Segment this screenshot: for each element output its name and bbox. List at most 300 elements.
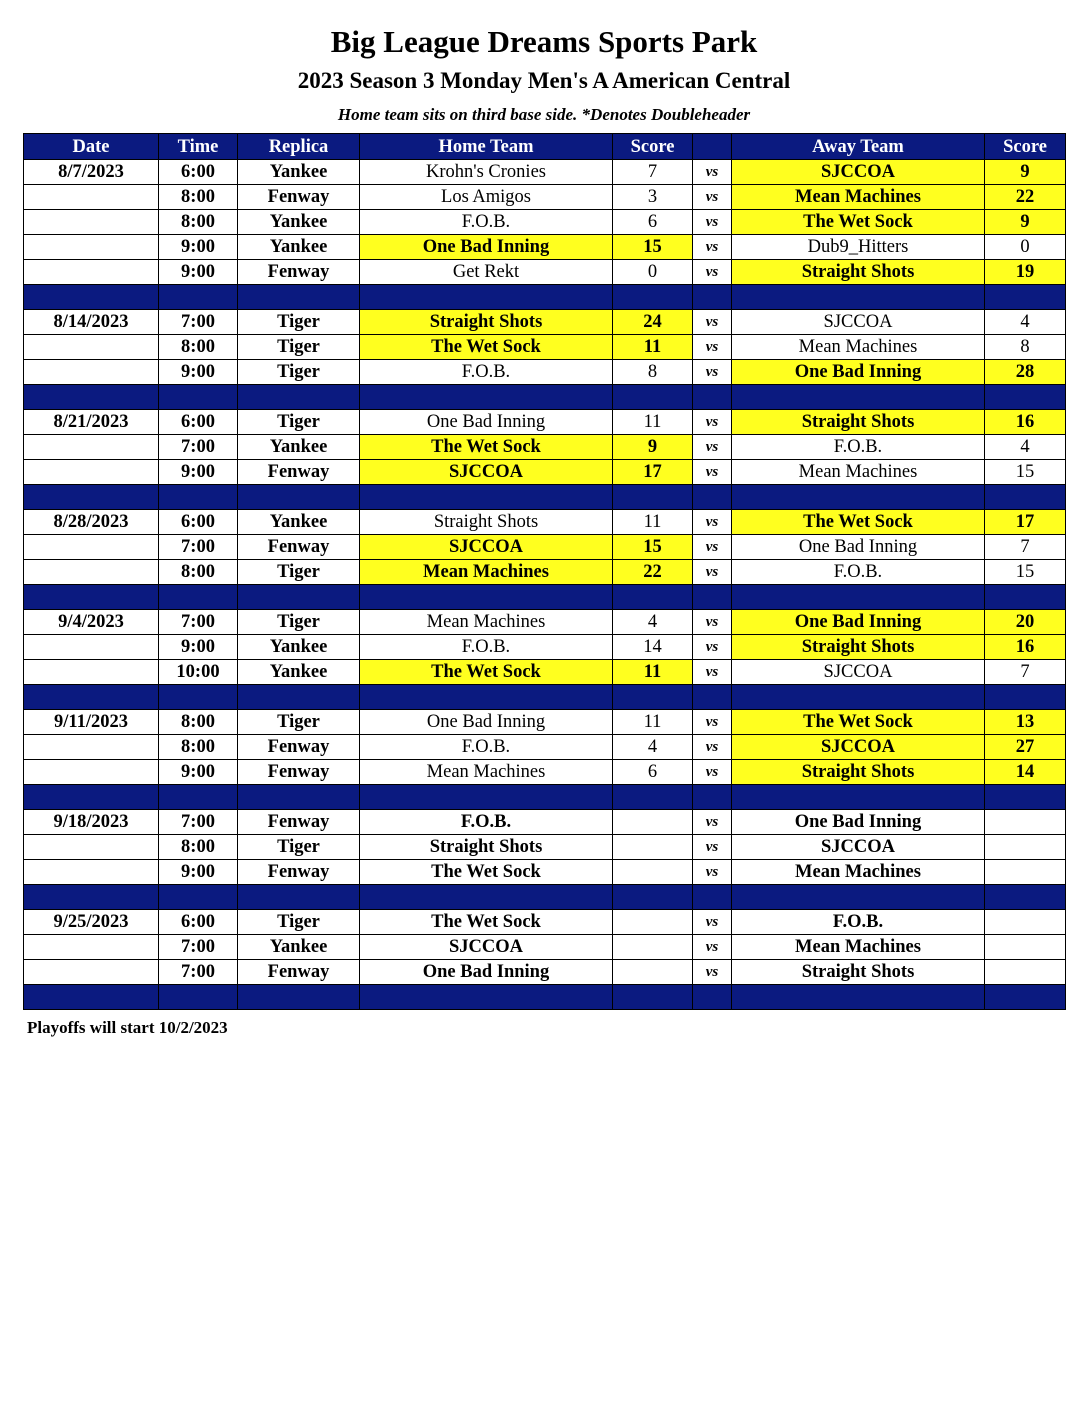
- replica-cell: Tiger: [238, 835, 360, 860]
- time-cell: 6:00: [159, 910, 238, 935]
- game-row: [24, 310, 1066, 335]
- time-cell: 8:00: [159, 335, 238, 360]
- vs-cell: vs: [693, 735, 732, 760]
- away-score-cell: [985, 860, 1066, 885]
- away-team-cell: One Bad Inning: [732, 535, 985, 560]
- home-score-cell: 14: [613, 635, 693, 660]
- home-team-cell: SJCCOA: [360, 535, 613, 560]
- vs-cell: vs: [693, 160, 732, 185]
- separator-cell: [693, 385, 732, 410]
- separator-cell: [24, 685, 159, 710]
- time-cell: 9:00: [159, 635, 238, 660]
- home-score-cell: 3: [613, 185, 693, 210]
- home-score-cell: [613, 935, 693, 960]
- date-cell: 9/4/2023: [24, 610, 159, 635]
- separator-cell: [24, 285, 159, 310]
- vs-cell: vs: [693, 510, 732, 535]
- separator-cell: [732, 785, 985, 810]
- home-score-cell: 17: [613, 460, 693, 485]
- time-cell: 7:00: [159, 310, 238, 335]
- separator-cell: [613, 985, 693, 1010]
- separator-cell: [693, 785, 732, 810]
- separator-cell: [732, 885, 985, 910]
- separator-cell: [613, 685, 693, 710]
- away-score-cell: [985, 935, 1066, 960]
- separator-cell: [693, 685, 732, 710]
- game-row: [24, 160, 1066, 185]
- separator-cell: [732, 685, 985, 710]
- document-title: Big League Dreams Sports Park: [330, 24, 758, 59]
- away-team-cell: Mean Machines: [732, 935, 985, 960]
- away-team-cell: One Bad Inning: [732, 610, 985, 635]
- away-score-cell: 20: [985, 610, 1066, 635]
- date-cell: 8/28/2023: [24, 510, 159, 535]
- home-team-cell: Mean Machines: [360, 760, 613, 785]
- game-row: [24, 735, 1066, 760]
- separator-cell: [24, 985, 159, 1010]
- date-cell: [24, 185, 159, 210]
- home-team-cell: Los Amigos: [360, 185, 613, 210]
- separator-cell: [238, 385, 360, 410]
- separator-cell: [985, 285, 1066, 310]
- time-cell: 8:00: [159, 560, 238, 585]
- separator-cell: [238, 685, 360, 710]
- date-cell: [24, 460, 159, 485]
- home-team-cell: Get Rekt: [360, 260, 613, 285]
- separator-cell: [360, 985, 613, 1010]
- time-cell: 9:00: [159, 460, 238, 485]
- home-score-cell: 11: [613, 510, 693, 535]
- home-score-cell: [613, 960, 693, 985]
- away-team-cell: F.O.B.: [732, 910, 985, 935]
- time-cell: 8:00: [159, 185, 238, 210]
- separator-cell: [24, 385, 159, 410]
- home-score-cell: [613, 910, 693, 935]
- away-team-cell: SJCCOA: [732, 160, 985, 185]
- vs-cell: vs: [693, 310, 732, 335]
- vs-cell: vs: [693, 760, 732, 785]
- away-team-cell: Dub9_Hitters: [732, 235, 985, 260]
- date-cell: [24, 210, 159, 235]
- time-cell: 7:00: [159, 960, 238, 985]
- away-score-cell: 22: [985, 185, 1066, 210]
- separator-cell: [360, 785, 613, 810]
- separator-cell: [24, 485, 159, 510]
- away-score-cell: 27: [985, 735, 1066, 760]
- home-score-cell: 15: [613, 235, 693, 260]
- col-header-replica: Replica: [238, 134, 360, 160]
- home-team-cell: Straight Shots: [360, 510, 613, 535]
- col-header-away-team: Away Team: [732, 134, 985, 160]
- vs-cell: vs: [693, 560, 732, 585]
- game-row: [24, 235, 1066, 260]
- away-team-cell: Mean Machines: [732, 860, 985, 885]
- home-team-cell: One Bad Inning: [360, 710, 613, 735]
- away-team-cell: Mean Machines: [732, 460, 985, 485]
- time-cell: 6:00: [159, 160, 238, 185]
- col-header-vs: [693, 134, 732, 160]
- away-score-cell: 7: [985, 660, 1066, 685]
- home-score-cell: 6: [613, 760, 693, 785]
- home-team-cell: SJCCOA: [360, 935, 613, 960]
- replica-cell: Tiger: [238, 410, 360, 435]
- week-separator-row: [24, 285, 1066, 310]
- away-team-cell: The Wet Sock: [732, 710, 985, 735]
- time-cell: 8:00: [159, 710, 238, 735]
- away-team-cell: The Wet Sock: [732, 210, 985, 235]
- away-score-cell: 17: [985, 510, 1066, 535]
- time-cell: 9:00: [159, 360, 238, 385]
- home-score-cell: 15: [613, 535, 693, 560]
- home-team-cell: The Wet Sock: [360, 660, 613, 685]
- replica-cell: Yankee: [238, 510, 360, 535]
- separator-cell: [985, 985, 1066, 1010]
- separator-cell: [159, 285, 238, 310]
- separator-cell: [613, 585, 693, 610]
- separator-cell: [159, 685, 238, 710]
- replica-cell: Tiger: [238, 560, 360, 585]
- away-team-cell: SJCCOA: [732, 835, 985, 860]
- home-score-cell: [613, 860, 693, 885]
- week-separator-row: [24, 385, 1066, 410]
- separator-cell: [732, 485, 985, 510]
- date-cell: [24, 660, 159, 685]
- date-cell: [24, 835, 159, 860]
- replica-cell: Yankee: [238, 435, 360, 460]
- away-team-cell: F.O.B.: [732, 560, 985, 585]
- separator-cell: [360, 885, 613, 910]
- home-score-cell: 6: [613, 210, 693, 235]
- game-row: [24, 435, 1066, 460]
- vs-cell: vs: [693, 260, 732, 285]
- away-team-cell: SJCCOA: [732, 735, 985, 760]
- game-row: [24, 335, 1066, 360]
- separator-cell: [159, 785, 238, 810]
- away-score-cell: 4: [985, 435, 1066, 460]
- replica-cell: Yankee: [238, 235, 360, 260]
- away-team-cell: One Bad Inning: [732, 360, 985, 385]
- home-team-cell: Mean Machines: [360, 560, 613, 585]
- home-team-cell: One Bad Inning: [360, 960, 613, 985]
- replica-cell: Tiger: [238, 335, 360, 360]
- game-row: [24, 710, 1066, 735]
- home-team-cell: One Bad Inning: [360, 410, 613, 435]
- home-score-cell: 11: [613, 410, 693, 435]
- time-cell: 7:00: [159, 435, 238, 460]
- separator-cell: [159, 385, 238, 410]
- away-team-cell: Straight Shots: [732, 960, 985, 985]
- week-separator-row: [24, 885, 1066, 910]
- away-team-cell: SJCCOA: [732, 660, 985, 685]
- game-row: [24, 460, 1066, 485]
- game-row: [24, 360, 1066, 385]
- separator-cell: [693, 585, 732, 610]
- away-score-cell: [985, 910, 1066, 935]
- vs-cell: vs: [693, 535, 732, 560]
- separator-cell: [360, 685, 613, 710]
- separator-cell: [732, 585, 985, 610]
- separator-cell: [613, 885, 693, 910]
- replica-cell: Yankee: [238, 935, 360, 960]
- away-team-cell: Straight Shots: [732, 410, 985, 435]
- date-cell: [24, 960, 159, 985]
- replica-cell: Yankee: [238, 210, 360, 235]
- week-separator-row: [24, 985, 1066, 1010]
- replica-cell: Tiger: [238, 610, 360, 635]
- vs-cell: vs: [693, 460, 732, 485]
- game-row: [24, 635, 1066, 660]
- separator-cell: [985, 585, 1066, 610]
- week-separator-row: [24, 585, 1066, 610]
- vs-cell: vs: [693, 910, 732, 935]
- vs-cell: vs: [693, 835, 732, 860]
- replica-cell: Tiger: [238, 910, 360, 935]
- away-score-cell: 9: [985, 160, 1066, 185]
- separator-cell: [238, 985, 360, 1010]
- vs-cell: vs: [693, 610, 732, 635]
- separator-cell: [613, 785, 693, 810]
- separator-cell: [985, 685, 1066, 710]
- separator-cell: [985, 385, 1066, 410]
- away-score-cell: 8: [985, 335, 1066, 360]
- game-row: [24, 960, 1066, 985]
- col-header-home-team: Home Team: [360, 134, 613, 160]
- separator-cell: [693, 485, 732, 510]
- game-row: [24, 210, 1066, 235]
- time-cell: 8:00: [159, 210, 238, 235]
- week-separator-row: [24, 785, 1066, 810]
- home-score-cell: [613, 835, 693, 860]
- vs-cell: vs: [693, 410, 732, 435]
- separator-cell: [24, 885, 159, 910]
- date-cell: 9/25/2023: [24, 910, 159, 935]
- away-team-cell: Straight Shots: [732, 760, 985, 785]
- vs-cell: vs: [693, 335, 732, 360]
- playoffs-note: Playoffs will start 10/2/2023: [27, 1018, 228, 1037]
- home-score-cell: 11: [613, 710, 693, 735]
- game-row: [24, 935, 1066, 960]
- game-row: [24, 835, 1066, 860]
- date-cell: 9/18/2023: [24, 810, 159, 835]
- home-team-cell: F.O.B.: [360, 210, 613, 235]
- date-cell: [24, 235, 159, 260]
- away-team-cell: SJCCOA: [732, 310, 985, 335]
- away-score-cell: 7: [985, 535, 1066, 560]
- vs-cell: vs: [693, 860, 732, 885]
- home-team-cell: The Wet Sock: [360, 910, 613, 935]
- time-cell: 6:00: [159, 410, 238, 435]
- separator-cell: [732, 985, 985, 1010]
- game-row: [24, 910, 1066, 935]
- away-score-cell: 15: [985, 560, 1066, 585]
- time-cell: 9:00: [159, 235, 238, 260]
- away-team-cell: Straight Shots: [732, 260, 985, 285]
- home-score-cell: 11: [613, 335, 693, 360]
- replica-cell: Yankee: [238, 160, 360, 185]
- date-cell: [24, 935, 159, 960]
- date-cell: [24, 560, 159, 585]
- away-team-cell: F.O.B.: [732, 435, 985, 460]
- separator-cell: [238, 585, 360, 610]
- col-header-time: Time: [159, 134, 238, 160]
- vs-cell: vs: [693, 960, 732, 985]
- away-score-cell: 4: [985, 310, 1066, 335]
- schedule-body: [24, 160, 1066, 1010]
- away-team-cell: Mean Machines: [732, 335, 985, 360]
- date-cell: [24, 635, 159, 660]
- replica-cell: Fenway: [238, 460, 360, 485]
- away-score-cell: 16: [985, 410, 1066, 435]
- time-cell: 7:00: [159, 810, 238, 835]
- game-row: [24, 410, 1066, 435]
- time-cell: 7:00: [159, 535, 238, 560]
- separator-cell: [360, 585, 613, 610]
- home-score-cell: 4: [613, 610, 693, 635]
- game-row: [24, 660, 1066, 685]
- date-cell: 9/11/2023: [24, 710, 159, 735]
- col-header-away-score: Score: [985, 134, 1066, 160]
- vs-cell: vs: [693, 635, 732, 660]
- home-team-cell: F.O.B.: [360, 810, 613, 835]
- separator-cell: [159, 585, 238, 610]
- home-team-cell: Straight Shots: [360, 835, 613, 860]
- time-cell: 6:00: [159, 510, 238, 535]
- away-score-cell: 15: [985, 460, 1066, 485]
- vs-cell: vs: [693, 710, 732, 735]
- game-row: [24, 510, 1066, 535]
- separator-cell: [159, 985, 238, 1010]
- document-note: Home team sits on third base side. *Denotes Doubleheader: [337, 105, 751, 124]
- home-team-cell: Mean Machines: [360, 610, 613, 635]
- separator-cell: [693, 885, 732, 910]
- away-score-cell: [985, 810, 1066, 835]
- home-score-cell: 0: [613, 260, 693, 285]
- date-cell: [24, 535, 159, 560]
- separator-cell: [238, 485, 360, 510]
- game-row: [24, 535, 1066, 560]
- home-team-cell: The Wet Sock: [360, 335, 613, 360]
- vs-cell: vs: [693, 360, 732, 385]
- away-score-cell: 16: [985, 635, 1066, 660]
- home-score-cell: 7: [613, 160, 693, 185]
- time-cell: 9:00: [159, 760, 238, 785]
- time-cell: 7:00: [159, 935, 238, 960]
- replica-cell: Fenway: [238, 960, 360, 985]
- home-score-cell: 4: [613, 735, 693, 760]
- date-cell: 8/21/2023: [24, 410, 159, 435]
- away-score-cell: 9: [985, 210, 1066, 235]
- replica-cell: Fenway: [238, 810, 360, 835]
- replica-cell: Fenway: [238, 535, 360, 560]
- header-row: [24, 134, 1066, 160]
- replica-cell: Fenway: [238, 185, 360, 210]
- vs-cell: vs: [693, 235, 732, 260]
- away-team-cell: One Bad Inning: [732, 810, 985, 835]
- away-score-cell: [985, 835, 1066, 860]
- date-cell: [24, 360, 159, 385]
- separator-cell: [360, 285, 613, 310]
- home-team-cell: F.O.B.: [360, 635, 613, 660]
- game-row: [24, 860, 1066, 885]
- separator-cell: [985, 785, 1066, 810]
- separator-cell: [693, 285, 732, 310]
- time-cell: 10:00: [159, 660, 238, 685]
- home-score-cell: 22: [613, 560, 693, 585]
- away-team-cell: Straight Shots: [732, 635, 985, 660]
- away-score-cell: 19: [985, 260, 1066, 285]
- time-cell: 9:00: [159, 860, 238, 885]
- vs-cell: vs: [693, 935, 732, 960]
- separator-cell: [613, 385, 693, 410]
- time-cell: 9:00: [159, 260, 238, 285]
- vs-cell: vs: [693, 435, 732, 460]
- separator-cell: [238, 785, 360, 810]
- home-score-cell: 9: [613, 435, 693, 460]
- date-cell: [24, 760, 159, 785]
- game-row: [24, 810, 1066, 835]
- replica-cell: Yankee: [238, 660, 360, 685]
- vs-cell: vs: [693, 660, 732, 685]
- col-header-date: Date: [24, 134, 159, 160]
- date-cell: [24, 435, 159, 460]
- separator-cell: [985, 885, 1066, 910]
- separator-cell: [732, 285, 985, 310]
- home-score-cell: [613, 810, 693, 835]
- separator-cell: [693, 985, 732, 1010]
- replica-cell: Tiger: [238, 310, 360, 335]
- date-cell: 8/7/2023: [24, 160, 159, 185]
- vs-cell: vs: [693, 210, 732, 235]
- home-team-cell: Krohn's Cronies: [360, 160, 613, 185]
- away-score-cell: 13: [985, 710, 1066, 735]
- date-cell: [24, 860, 159, 885]
- game-row: [24, 560, 1066, 585]
- separator-cell: [613, 285, 693, 310]
- separator-cell: [732, 385, 985, 410]
- time-cell: 7:00: [159, 610, 238, 635]
- separator-cell: [24, 785, 159, 810]
- time-cell: 8:00: [159, 835, 238, 860]
- vs-cell: vs: [693, 185, 732, 210]
- schedule-table: [23, 133, 1066, 1010]
- replica-cell: Fenway: [238, 735, 360, 760]
- away-team-cell: Mean Machines: [732, 185, 985, 210]
- time-cell: 8:00: [159, 735, 238, 760]
- home-team-cell: F.O.B.: [360, 735, 613, 760]
- replica-cell: Fenway: [238, 760, 360, 785]
- date-cell: [24, 735, 159, 760]
- separator-cell: [159, 485, 238, 510]
- week-separator-row: [24, 685, 1066, 710]
- home-team-cell: The Wet Sock: [360, 860, 613, 885]
- home-team-cell: SJCCOA: [360, 460, 613, 485]
- home-score-cell: 8: [613, 360, 693, 385]
- replica-cell: Fenway: [238, 860, 360, 885]
- separator-cell: [613, 485, 693, 510]
- game-row: [24, 260, 1066, 285]
- date-cell: [24, 335, 159, 360]
- replica-cell: Fenway: [238, 260, 360, 285]
- week-separator-row: [24, 485, 1066, 510]
- away-score-cell: 28: [985, 360, 1066, 385]
- away-team-cell: The Wet Sock: [732, 510, 985, 535]
- game-row: [24, 760, 1066, 785]
- game-row: [24, 185, 1066, 210]
- separator-cell: [159, 885, 238, 910]
- vs-cell: vs: [693, 810, 732, 835]
- home-score-cell: 24: [613, 310, 693, 335]
- separator-cell: [360, 485, 613, 510]
